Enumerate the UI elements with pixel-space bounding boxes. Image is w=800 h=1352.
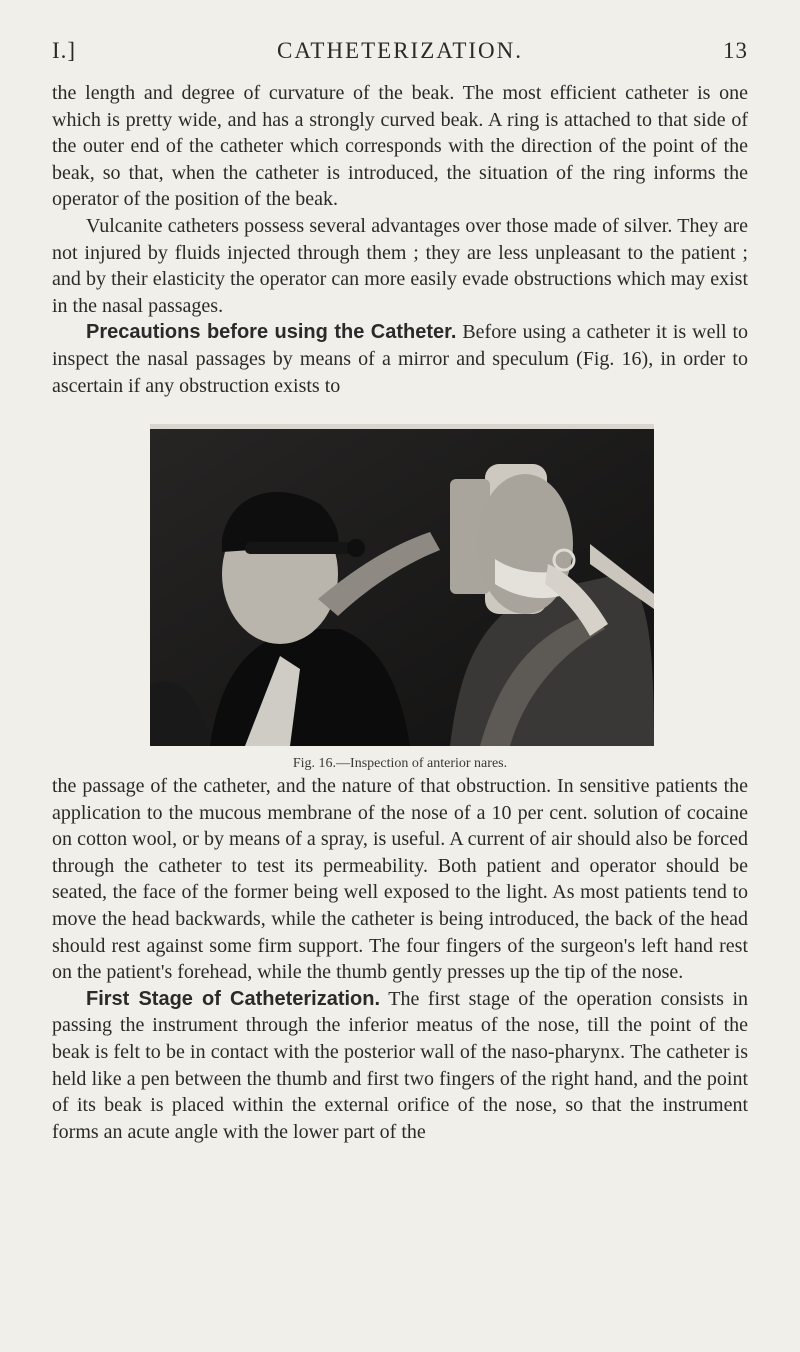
inspection-illustration bbox=[150, 424, 654, 746]
heading-precautions: Precautions before using the Catheter. bbox=[86, 321, 457, 344]
paragraph-precautions bbox=[52, 319, 748, 399]
paragraph-continuation: the passage of the catheter, and the nature of that obstruction. In sensitive patients the application to the mucous membrane of the nose of a 10 per cent. solution of cocaine on cotton wool, or by means of a spray, is useful. A current of air should also be forced through the catheter to test its permeability. Both patient and operator should be seated, the face of the former being well exposed to the light. As most patients tend to move the head backwards, while the catheter is being introduced, the back of the head should rest against some firm support. The four fingers of the surgeon's left hand rest on the patient's forehead, while the thumb gently presses up the tip of the nose. bbox=[52, 775, 748, 984]
figure-16-photo bbox=[150, 424, 654, 746]
text-block-top bbox=[52, 80, 748, 399]
section-marker: I.] bbox=[52, 38, 77, 63]
figure-caption: Fig. 16.—Inspection of anterior nares. bbox=[292, 756, 508, 771]
heading-first-stage: First Stage of Catheterization. bbox=[86, 987, 381, 1010]
page-number: 13 bbox=[723, 38, 748, 63]
running-header bbox=[52, 38, 748, 72]
first-stage-text: The first stage of the operation consists in passing the instrument through the inferior meatus of the nose, till the point of the beak is felt to be in contact with the posterior wall of the naso-pharynx. The catheter is held like a pen between the thumb and first two fingers of the right hand, and the point of its beak is placed within the external orifice of the nose, so that the instrument forms an acute angle with the lower part of the bbox=[52, 987, 749, 1143]
paragraph-vulcanite: Vulcanite catheters possess several advantages over those made of silver. They are not injured by fluids injected through them ; they are less unpleasant to the patient ; and by their elasticity the operator can more easily evade obstructions which may exist in the nasal passages. bbox=[52, 214, 748, 317]
paragraph-first-stage bbox=[52, 986, 748, 1146]
text-block-bottom bbox=[52, 773, 748, 1145]
paragraph-catheter-shape: the length and degree of curvature of the beak. The most efficient catheter is one which is pretty wide, and has a strongly curved beak. A ring is attached to that side of the outer end of the catheter which corresponds with the direction of the point of the beak, so that, when the catheter is introduced, the situation of the ring informs the operator of the position of the beak. bbox=[52, 82, 748, 211]
precautions-text: Before using a catheter it is well to inspect the nasal passages by means of a mirror and speculum (Fig. 16), in order to ascertain if any obstruction exists to bbox=[52, 321, 749, 397]
running-title: CATHETERIZATION. bbox=[277, 38, 523, 63]
